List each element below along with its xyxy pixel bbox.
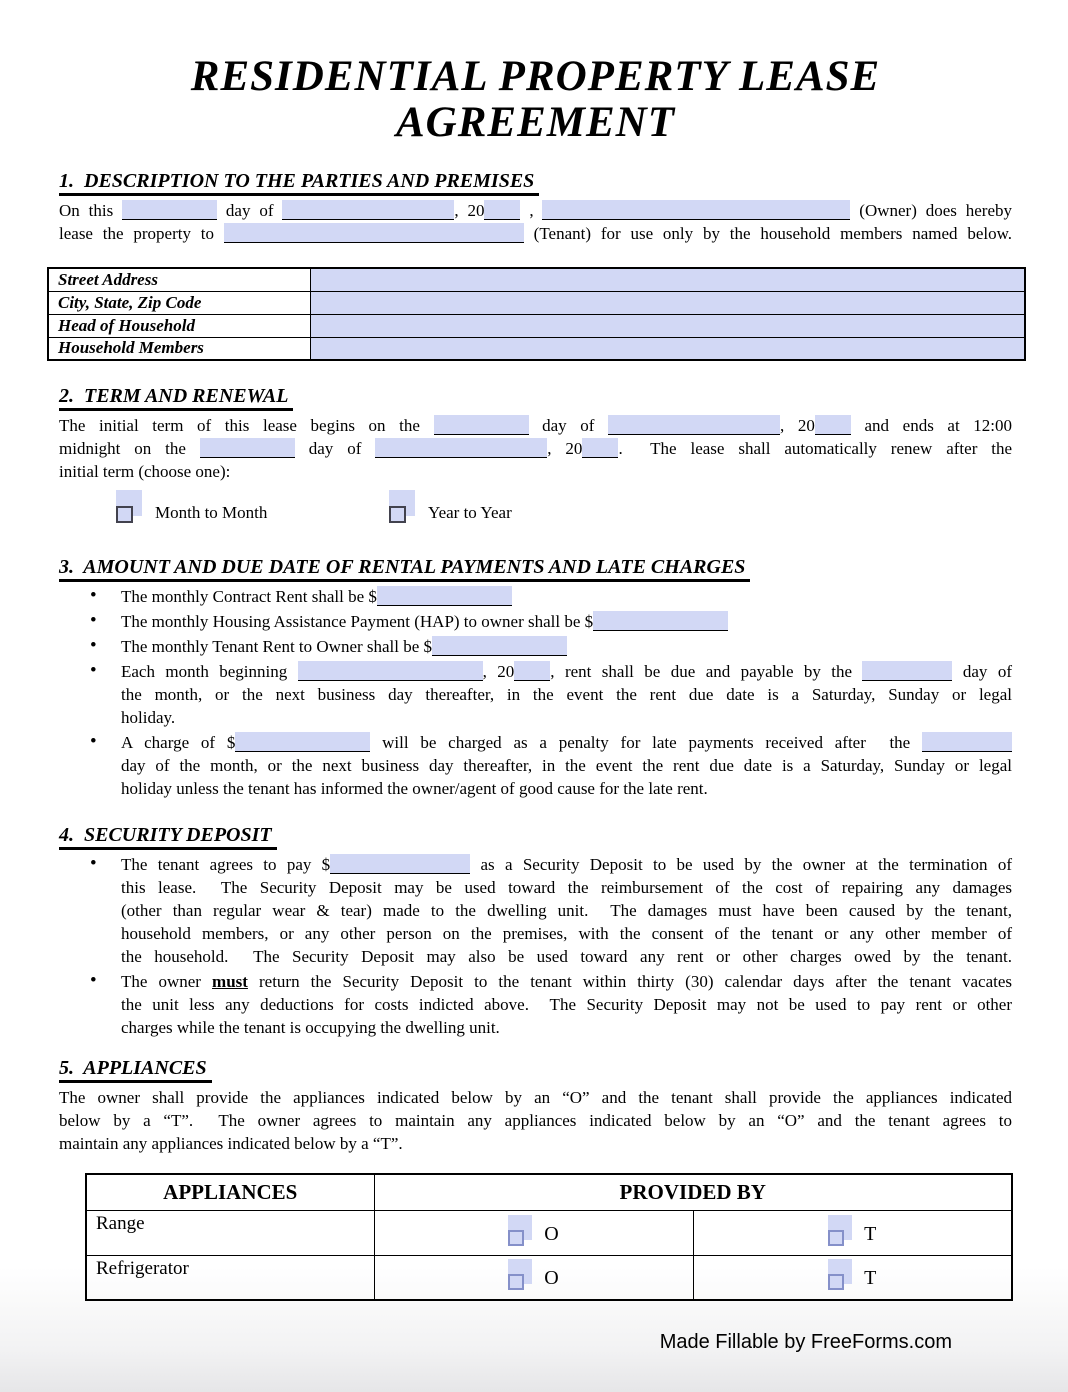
list-item — [59, 853, 1012, 968]
text-segment: The owner — [121, 972, 201, 991]
section-4-heading: 4. SECURITY DEPOSIT — [59, 824, 1012, 850]
tenant-letter: T — [864, 1222, 877, 1245]
provided-by-header: PROVIDED BY — [374, 1174, 1012, 1210]
table-row — [48, 337, 1025, 360]
section-5-heading: 5. APPLIANCES — [59, 1057, 1012, 1083]
household-members-label: Household Members — [48, 337, 310, 360]
text-segment: (Tenant) for use only by the household members named below. — [533, 224, 1013, 243]
text-segment: The monthly Tenant Rent to Owner shall be $ — [121, 637, 433, 656]
term-begin-month-field[interactable] — [608, 415, 780, 435]
deposit-bullet-list — [59, 853, 1012, 1039]
text-segment: this lease. The Security Deposit may be used toward the reimbursement of the cost of repairing any damages — [121, 878, 1012, 897]
term-end-day-field[interactable] — [200, 438, 295, 458]
lease-day-field[interactable] — [122, 200, 217, 220]
renewal-options — [59, 484, 1012, 526]
section-1-paragraph — [59, 199, 1012, 245]
refrigerator-owner-checkbox[interactable] — [508, 1259, 534, 1290]
text-segment: , 20 — [547, 439, 583, 458]
rent-begin-month-field[interactable] — [298, 661, 483, 681]
text-segment: initial term (choose one): — [59, 462, 231, 481]
term-end-year-field[interactable] — [582, 438, 618, 458]
street-address-label: Street Address — [48, 268, 310, 291]
text-segment: The owner shall provide the appliances indicated below by an “O” and the tenant shall provide the appliances indicated — [59, 1088, 1012, 1107]
text-segment: day of — [308, 439, 362, 458]
premises-table — [47, 267, 1026, 361]
table-row — [48, 314, 1025, 337]
lease-month-field[interactable] — [282, 200, 454, 220]
list-item — [59, 635, 1012, 658]
text-segment: day of — [225, 201, 274, 220]
text-segment: The monthly Housing Assistance Payment (HAP) to owner shall be $ — [121, 612, 594, 631]
section-2-paragraph — [59, 414, 1012, 483]
table-row — [86, 1210, 1012, 1255]
list-item — [59, 610, 1012, 633]
appliance-refrigerator-label: Refrigerator — [86, 1255, 374, 1300]
tenant-name-field[interactable] — [224, 223, 524, 243]
text-segment: holiday unless the tenant has informed the owner/agent of good cause for the late rent. — [121, 779, 708, 798]
text-segment: will be charged as a penalty for late payments received after the — [382, 733, 911, 752]
text-segment: day of the month, or the next business day thereafter, in the event the rent due date is a Saturday, Sunday or legal — [121, 756, 1012, 775]
lease-year-field[interactable] — [484, 200, 520, 220]
owner-letter: O — [544, 1222, 559, 1245]
text-segment: charges while the tenant is occupying the dwelling unit. — [121, 1018, 500, 1037]
refrigerator-tenant-checkbox[interactable] — [828, 1259, 854, 1290]
text-segment: The tenant agrees to pay $ — [121, 855, 331, 874]
text-segment: midnight on the — [59, 439, 186, 458]
text-segment: , 20 — [482, 662, 515, 681]
range-tenant-checkbox[interactable] — [828, 1215, 854, 1246]
text-segment: A charge of $ — [121, 733, 236, 752]
table-row — [48, 291, 1025, 314]
must-emphasis: must — [212, 972, 248, 991]
owner-name-field[interactable] — [542, 200, 850, 220]
text-segment: as a Security Deposit to be used by the owner at the termination of — [480, 855, 1012, 874]
contract-rent-field[interactable] — [377, 586, 512, 606]
hap-amount-field[interactable] — [593, 611, 728, 631]
table-header-row — [86, 1174, 1012, 1210]
late-day-field[interactable] — [922, 732, 1012, 752]
text-segment: (Owner) does hereby — [859, 201, 1013, 220]
section-5-paragraph — [59, 1086, 1012, 1155]
year-to-year-label: Year to Year — [428, 503, 512, 522]
month-to-month-label: Month to Month — [155, 503, 268, 522]
security-deposit-field[interactable] — [330, 854, 470, 874]
tenant-rent-field[interactable] — [432, 636, 567, 656]
text-segment: day of — [962, 662, 1013, 681]
section-2-heading: 2. TERM AND RENEWAL — [59, 385, 1012, 411]
month-to-month-checkbox[interactable] — [116, 490, 143, 523]
text-segment: . The lease shall automatically renew after the — [618, 439, 1013, 458]
text-segment: the household. The Security Deposit may also be used toward any rent or other charges owed by the tenant. — [121, 947, 1012, 966]
year-to-year-checkbox[interactable] — [389, 490, 416, 523]
list-item — [59, 585, 1012, 608]
range-owner-checkbox[interactable] — [508, 1215, 534, 1246]
city-state-zip-label: City, State, Zip Code — [48, 291, 310, 314]
list-item — [59, 660, 1012, 729]
text-segment: , 20 — [454, 201, 485, 220]
table-row — [86, 1255, 1012, 1300]
appliance-range-label: Range — [86, 1210, 374, 1255]
owner-letter: O — [544, 1267, 559, 1290]
text-segment: household members, or any other person on the premises, with the consent of the tenant or any other member of — [121, 924, 1012, 943]
rent-begin-year-field[interactable] — [514, 661, 550, 681]
text-segment: , — [529, 201, 534, 220]
text-segment: holiday. — [121, 708, 176, 727]
section-3-heading: 3. AMOUNT AND DUE DATE OF RENTAL PAYMENTS AND LATE CHARGES — [59, 556, 1012, 582]
text-segment: , 20 — [780, 416, 815, 435]
list-item — [59, 970, 1012, 1039]
appliances-table — [85, 1173, 1013, 1301]
text-segment: lease the property to — [59, 224, 215, 243]
text-segment: below by a “T”. The owner agrees to maintain any appliances indicated below by an “O” and the tenant agrees to — [59, 1111, 1012, 1130]
section-1-heading: 1. DESCRIPTION TO THE PARTIES AND PREMISES — [59, 170, 1012, 196]
list-item — [59, 731, 1012, 800]
text-segment: , rent shall be due and payable by the — [550, 662, 853, 681]
rent-bullet-list — [59, 585, 1012, 800]
rent-due-day-field[interactable] — [862, 661, 952, 681]
page-title: RESIDENTIAL PROPERTY LEASE AGREEMENT — [190, 53, 891, 146]
street-address-field[interactable] — [310, 268, 1025, 291]
household-members-field[interactable] — [310, 337, 1025, 360]
text-segment: the month, or the next business day thereafter, in the event the rent due date is a Saturday, Sunday or legal — [121, 685, 1012, 704]
table-row — [48, 268, 1025, 291]
text-segment: (other than regular wear & tear) made to the dwelling unit. The damages must have been caused by the tenant, — [121, 901, 1012, 920]
text-segment: On this — [59, 201, 114, 220]
appliances-header: APPLIANCES — [86, 1174, 374, 1210]
city-state-zip-field[interactable] — [310, 291, 1025, 314]
term-begin-year-field[interactable] — [815, 415, 851, 435]
text-segment: maintain any appliances indicated below by a “T”. — [59, 1134, 403, 1153]
text-segment: The initial term of this lease begins on the — [59, 416, 420, 435]
term-begin-day-field[interactable] — [434, 415, 529, 435]
text-segment: The monthly Contract Rent shall be $ — [121, 587, 377, 606]
text-segment: Each month beginning — [121, 662, 288, 681]
head-of-household-label: Head of Household — [48, 314, 310, 337]
text-segment: return the Security Deposit to the tenant within thirty (30) calendar days after the tenant vacates — [259, 972, 1013, 991]
tenant-letter: T — [864, 1267, 877, 1290]
head-of-household-field[interactable] — [310, 314, 1025, 337]
text-segment: day of — [542, 416, 595, 435]
term-end-month-field[interactable] — [375, 438, 547, 458]
footer-credit: Made Fillable by FreeForms.com — [659, 1331, 952, 1353]
late-charge-field[interactable] — [235, 732, 370, 752]
text-segment: the unit less any deductions for costs indicted above. The Security Deposit may not be used to pay rent or other — [121, 995, 1012, 1014]
text-segment: and ends at 12:00 — [864, 416, 1013, 435]
